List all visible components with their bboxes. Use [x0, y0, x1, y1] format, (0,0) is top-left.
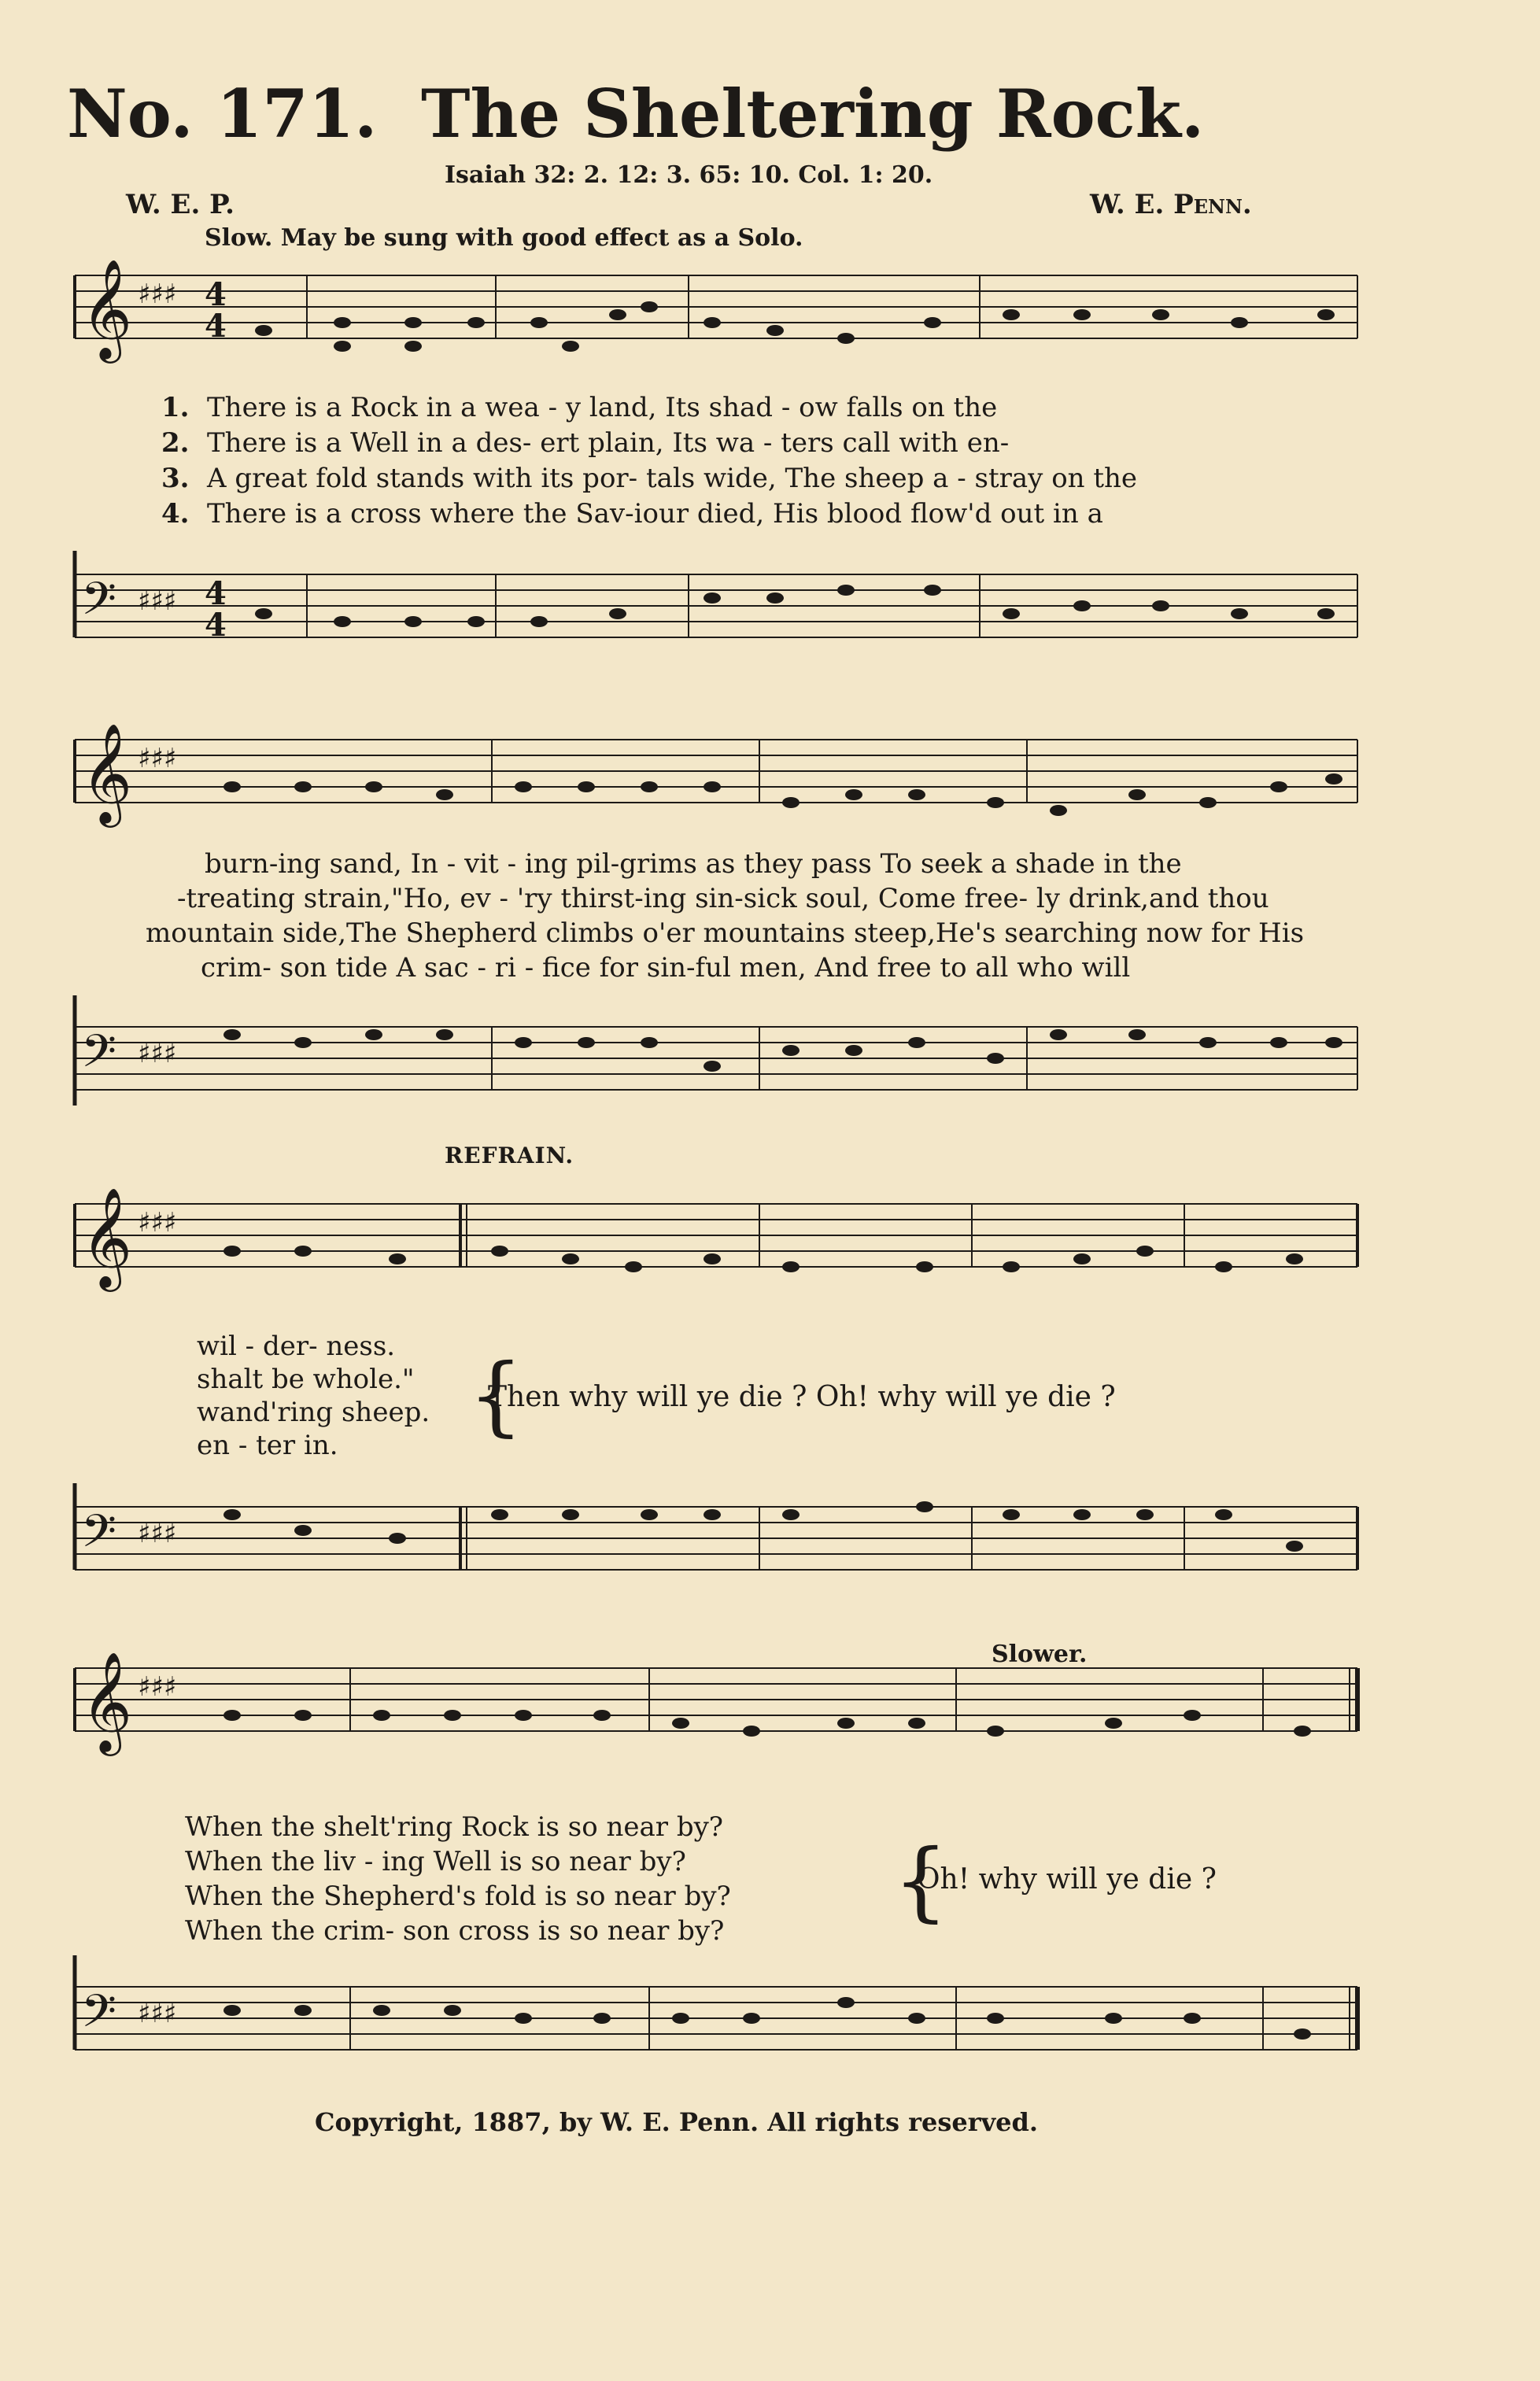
staff-system-1-bass: [67, 551, 1365, 677]
refrain-line: Then why will ye die ? Oh! why will ye die ?: [488, 1381, 1116, 1413]
svg-text:♯♯♯: ♯♯♯: [138, 1671, 177, 1703]
svg-text:4: 4: [205, 308, 227, 345]
slower-marking: Slower.: [992, 1641, 1088, 1668]
svg-text:♯♯♯: ♯♯♯: [138, 279, 177, 310]
treble-clef-icon: 𝄞: [81, 260, 133, 359]
svg-text:♯♯♯: ♯♯♯: [138, 1207, 177, 1238]
words-author: W. E. P.: [126, 189, 235, 220]
refrain-endings: wil - der- ness. shalt be whole." wand'ring sheep. en - ter in.: [197, 1331, 430, 1461]
verse-2-line-2: -treating strain,"Ho, ev - 'ry thirst-ing sin-sick soul, Come free- ly drink,and thou: [177, 883, 1269, 914]
bass-clef-icon: 𝄢: [81, 572, 117, 637]
verse-3-line-2: mountain side,The Shepherd climbs o'er mountains steep,He's searching now for His: [146, 917, 1305, 949]
staff-system-2-treble: [67, 724, 1365, 842]
svg-text:♯♯♯: ♯♯♯: [138, 1518, 177, 1549]
staff-system-1-treble: [67, 260, 1365, 378]
svg-text:4: 4: [205, 276, 227, 313]
hymn-number: No. 171.: [67, 75, 378, 153]
bass-clef-icon: 𝄢: [81, 1504, 117, 1569]
scripture-reference: Isaiah 32: 2. 12: 3. 65: 10. Col. 1: 20.: [445, 161, 933, 189]
staff-system-2-bass: [67, 995, 1365, 1121]
tempo-marking: Slow. May be sung with good effect as a Solo.: [205, 224, 803, 252]
verse-3-line-1: 3. A great fold stands with its por- tals wide, The sheep a - stray on the: [161, 463, 1138, 494]
verse-4-line-2: crim- son tide A sac - ri - fice for sin-ful men, And free to all who will: [201, 952, 1131, 984]
treble-clef-icon: 𝄞: [81, 724, 133, 823]
svg-text:♯♯♯: ♯♯♯: [138, 585, 177, 617]
svg-text:4: 4: [205, 607, 227, 644]
staff-final-treble: [67, 1652, 1365, 1770]
staff-final-bass: [67, 1955, 1365, 2081]
brace-icon: {: [468, 1345, 523, 1445]
brace-icon: {: [893, 1830, 948, 1931]
music-composer: W. E. Penn.: [1090, 189, 1252, 220]
svg-text:♯♯♯: ♯♯♯: [138, 743, 177, 774]
final-line: Oh! why will ye die ?: [917, 1863, 1217, 1896]
verse-4-line-1: 4. There is a cross where the Sav-iour died, His blood flow'd out in a: [161, 498, 1103, 530]
bass-clef-icon: 𝄢: [81, 1024, 117, 1089]
staff-refrain-treble: [67, 1188, 1365, 1306]
staff-refrain-bass: [67, 1483, 1365, 1609]
treble-clef-icon: 𝄞: [81, 1652, 133, 1752]
hymn-title: The Sheltering Rock.: [421, 75, 1205, 153]
refrain-questions: When the shelt'ring Rock is so near by? When the liv - ing Well is so near by? When the Shepherd's fold is so near by? When the crim- son cross is so near by?: [185, 1811, 731, 1947]
verse-2-line-1: 2. There is a Well in a des- ert plain, Its wa - ters call with en-: [161, 427, 1010, 459]
verse-1-line-2: burn-ing sand, In - vit - ing pil-grims as they pass To seek a shade in the: [205, 848, 1182, 880]
treble-clef-icon: 𝄞: [81, 1188, 133, 1287]
bass-clef-icon: 𝄢: [81, 1984, 117, 2049]
svg-text:♯♯♯: ♯♯♯: [138, 1038, 177, 1069]
svg-text:♯♯♯: ♯♯♯: [138, 1998, 177, 2029]
copyright-notice: Copyright, 1887, by W. E. Penn. All rights reserved.: [315, 2107, 1039, 2137]
svg-text:4: 4: [205, 575, 227, 612]
refrain-label: REFRAIN.: [445, 1143, 574, 1168]
verse-1-line-1: 1. There is a Rock in a wea - y land, Its shad - ow falls on the: [161, 392, 998, 423]
